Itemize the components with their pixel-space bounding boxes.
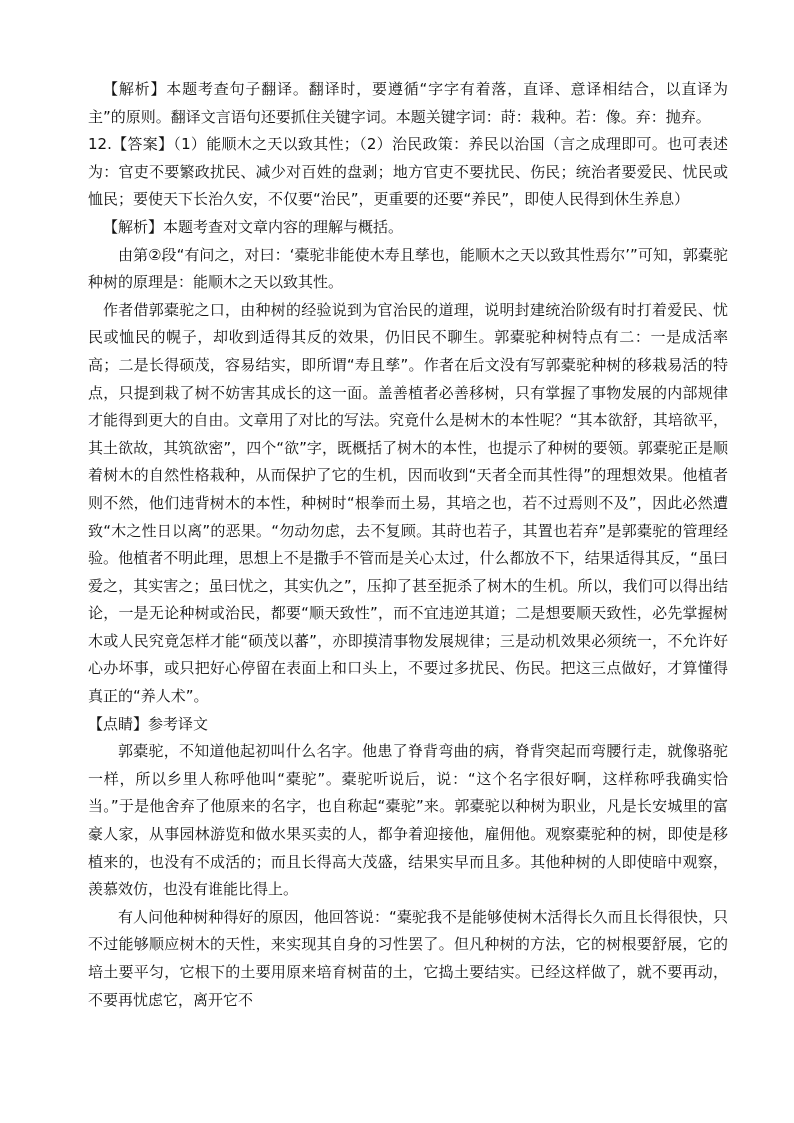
translation-paragraph-2: 有人问他种树种得好的原因，他回答说：“橐驼我不是能够使树木活得长久而且长得很快，只不过能够顺应树木的天性，来实现其自身的习性罢了。但凡种树的方法，它的树根要舒展，它的培土要平匀，它根下的土要用原来培育树苗的土，它捣土要结实。已经这样做了，就不要再动，不要再忧虑它，离开它不 xyxy=(88,907,728,1009)
analysis-paragraph-content: 【解析】本题考查对文章内容的理解与概括。 xyxy=(103,217,404,236)
page-content xyxy=(88,76,728,1014)
answer-paragraph-12: 12.【答案】（1）能顺木之天以致其性；（2）治民政策：养民以治国（言之成理即可。也可表述为：官吏不要繁政扰民、减少对百姓的盘剥；地方官吏不要扰民、伤民；统治者要爱民、忧民或恤民；要使天下长治久安，不仅要“治民”，更重要的还要“养民”，即使人民得到休生养息） xyxy=(88,135,728,209)
tip-heading: 【点睛】参考译文 xyxy=(88,714,209,733)
analysis-paragraph-translation: 【解析】本题考查句子翻译。翻译时，要遵循“字字有着落，直译、意译相结合，以直译为主”的原则。翻译文言语句还要抓住关键字词。本题关键字词：莳：栽种。若：像。弃：抛弃。 xyxy=(88,80,728,126)
analysis-body-paragraph: 作者借郭橐驼之口，由种树的经验说到为官治民的道理，说明封建统治阶级有时打着爱民、忧民或恤民的幌子，却收到适得其反的效果，仍旧民不聊生。郭橐驼种树特点有二：一是成活率高；二是长得硕茂，容易结实，即所谓“寿且孳”。作者在后文没有写郭橐驼种树的移栽易活的特点，只提到栽了树不妨害其成长的这一面。盖善植者必善移树，只有掌握了事物发展的内部规律才能得到更大的自由。文章用了对比的写法。究竟什么是树木的本性呢？“其本欲舒，其培欲平，其土欲故，其筑欲密”，四个“欲”字，既概括了树木的本性，也提示了种树的要领。郭橐驼正是顺着树木的自然性格栽种，从而保护了它的生机，因而收到“天者全而其性得”的理想效果。他植者则不然，他们违背树木的本性，种树时“根拳而土易，其培之也，若不过焉则不及”，因此必然遭致“木之性日以离”的恶果。“勿动勿虑，去不复顾。其莳也若子，其置也若弃”是郭橐驼的管理经验。他植者不明此理，思想上不是撒手不管而是关心太过，什么都放不下，结果适得其反，“虽曰爱之，其实害之；虽曰忧之，其实仇之”，压抑了甚至扼杀了树木的生机。所以，我们可以得出结论，一是无论种树或治民，都要“顺天致性”，而不宜违逆其道；二是想要顺天致性，必先掌握树木或人民究竟怎样才能“硕茂以蕃”，亦即摸清事物发展规律；三是动机效果必须统一，不允许好心办坏事，或只把好心停留在表面上和口头上，不要过多扰民、伤民。把这三点做好，才算懂得真正的“养人术”。 xyxy=(88,300,728,706)
analysis-quote-paragraph: 由第②段“有问之，对曰：‘橐驼非能使木寿且孳也，能顺木之天以致其性焉尔’”可知，郭橐驼种树的原理是：能顺木之天以致其性。 xyxy=(88,245,728,292)
translation-paragraph-1: 郭橐驼，不知道他起初叫什么名字。他患了脊背弯曲的病，脊背突起而弯腰行走，就像骆驼一样，所以乡里人称呼他叫“橐驼”。橐驼听说后，说：“这个名字很好啊，这样称呼我确实恰当。”于是他舍弃了他原来的名字，也自称起“橐驼”来。郭橐驼以种树为职业，凡是长安城里的富豪人家，从事园林游览和做水果买卖的人，都争着迎接他，雇佣他。观察橐驼种的树，即使是移植来的，也没有不成活的；而且长得高大茂盛，结果实早而且多。其他种树的人即使暗中观察，羡慕效仿，也没有谁能比得上。 xyxy=(88,742,728,899)
